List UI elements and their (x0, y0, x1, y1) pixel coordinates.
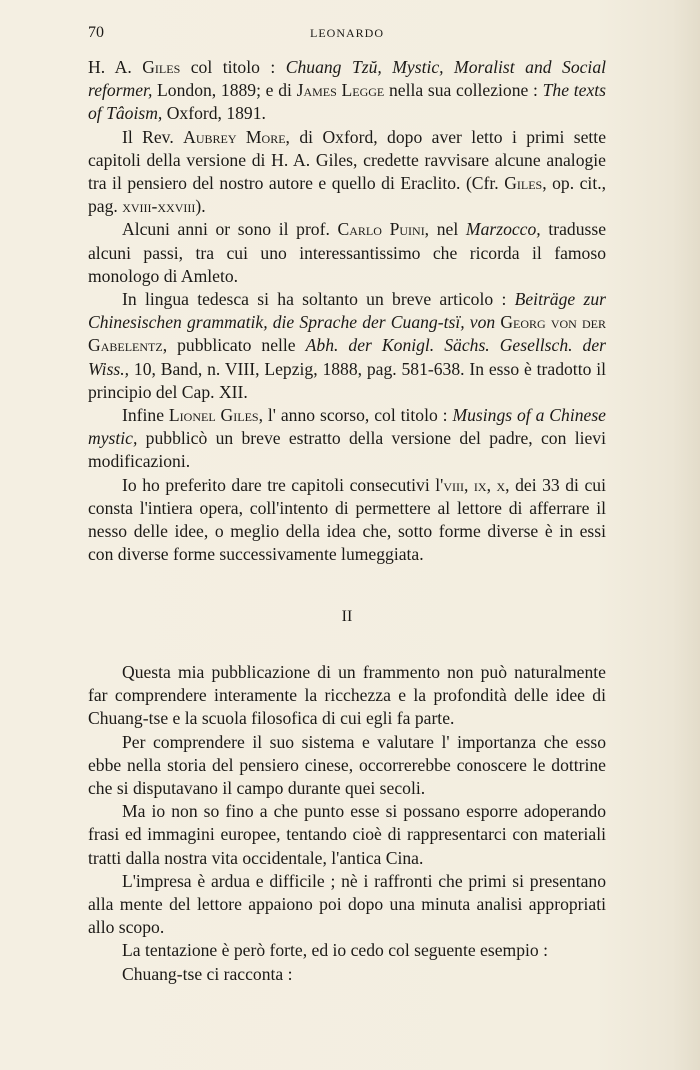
section-1-text (88, 56, 606, 566)
paragraph-chuang-tse-tells: Chuang-tse ci racconta : (122, 963, 293, 984)
paragraph-aubrey-more: Il Rev. Aubrey More, di Oxford, dopo aver letto i primi sette capitoli della versione di H. A. Giles, credette ravvisare alcune analogie tra il pensiero del nostro autore e quello di Eraclito. (Cfr. Giles, op. cit., pag. xviii-xxviii). (88, 126, 607, 217)
paragraph-difficult-task: L'impresa è ardua e difficile ; nè i raffronti che primi si presentano alla mente del lettore appaiono poi dopo una minuta analisi appropriati allo scopo. (88, 870, 606, 938)
running-title: LEONARDO (310, 26, 384, 40)
paragraph-european-images: Ma io non so fino a che punto esse si possano esporre adoperando frasi ed immagini europee, tentando cioè di rappresentarci con materiali tratti dalla nostra vita occidentale, l'antica Cina. (88, 801, 606, 868)
page-header (88, 24, 606, 44)
paragraph-carlo-puini: Alcuni anni or sono il prof. Carlo Puini, nel Marzocco, tradusse alcuni passi, tra cui uno interessantissimo che ricorda il famoso monologo di Amleto. (88, 219, 606, 286)
paragraph-chapters-chosen: Io ho preferito dare tre capitoli consecutivi l'viii, ix, x, dei 33 di cui consta l'intiera opera, coll'intento di permettere al lettore di afferrare il nesso delle idee, o meglio della idea che, sotto forme diverse è in essi con diverse forme successivamente lumeggiata. (88, 474, 606, 565)
section-2-text (88, 661, 606, 986)
paragraph-system: Per comprendere il suo sistema e valutare l' importanza che esso ebbe nella storia del pensiero cinese, occorrerebbe conoscere le dottrine che si disputavano il campo durante quei secoli. (88, 731, 606, 799)
paragraph-translations: H. A. Giles col titolo : Chuang Tzŭ, Mystic, Moralist and Social reformer, London, 1889; e di James Legge nella sua collezione : The texts of Tâoism, Oxford, 1891. (88, 57, 606, 124)
section-heading: II (341, 608, 353, 625)
paragraph-temptation: La tentazione è però forte, ed io cedo col seguente esempio : (122, 940, 548, 961)
paragraph-german-article: In lingua tedesca si ha soltanto un breve articolo : Beiträge zur Chinesischen grammatik, die Sprache der Cuang-tsï, von Georg von der Gabelentz, pubblicato nelle Abh. der Konigl. Sächs. Gesellsch. der Wiss., 10, Band, n. VIII, Lepzig, 1888, pag. 581-638. In esso è tradotto il principio del Cap. XII. (88, 289, 606, 402)
page-number: 70 (88, 24, 104, 41)
paragraph-fragment: Questa mia pubblicazione di un frammento non può naturalmente far comprendere interamente la ricchezza e la profondità delle idee di Chuang-tse e la scuola filosofica di cui egli fa parte. (88, 662, 606, 729)
paragraph-lionel-giles: Infine Lionel Giles, l' anno scorso, col titolo : Musings of a Chinese mystic, pubblicò un breve estratto della versione del padre, con lievi modificazioni. (88, 405, 606, 472)
